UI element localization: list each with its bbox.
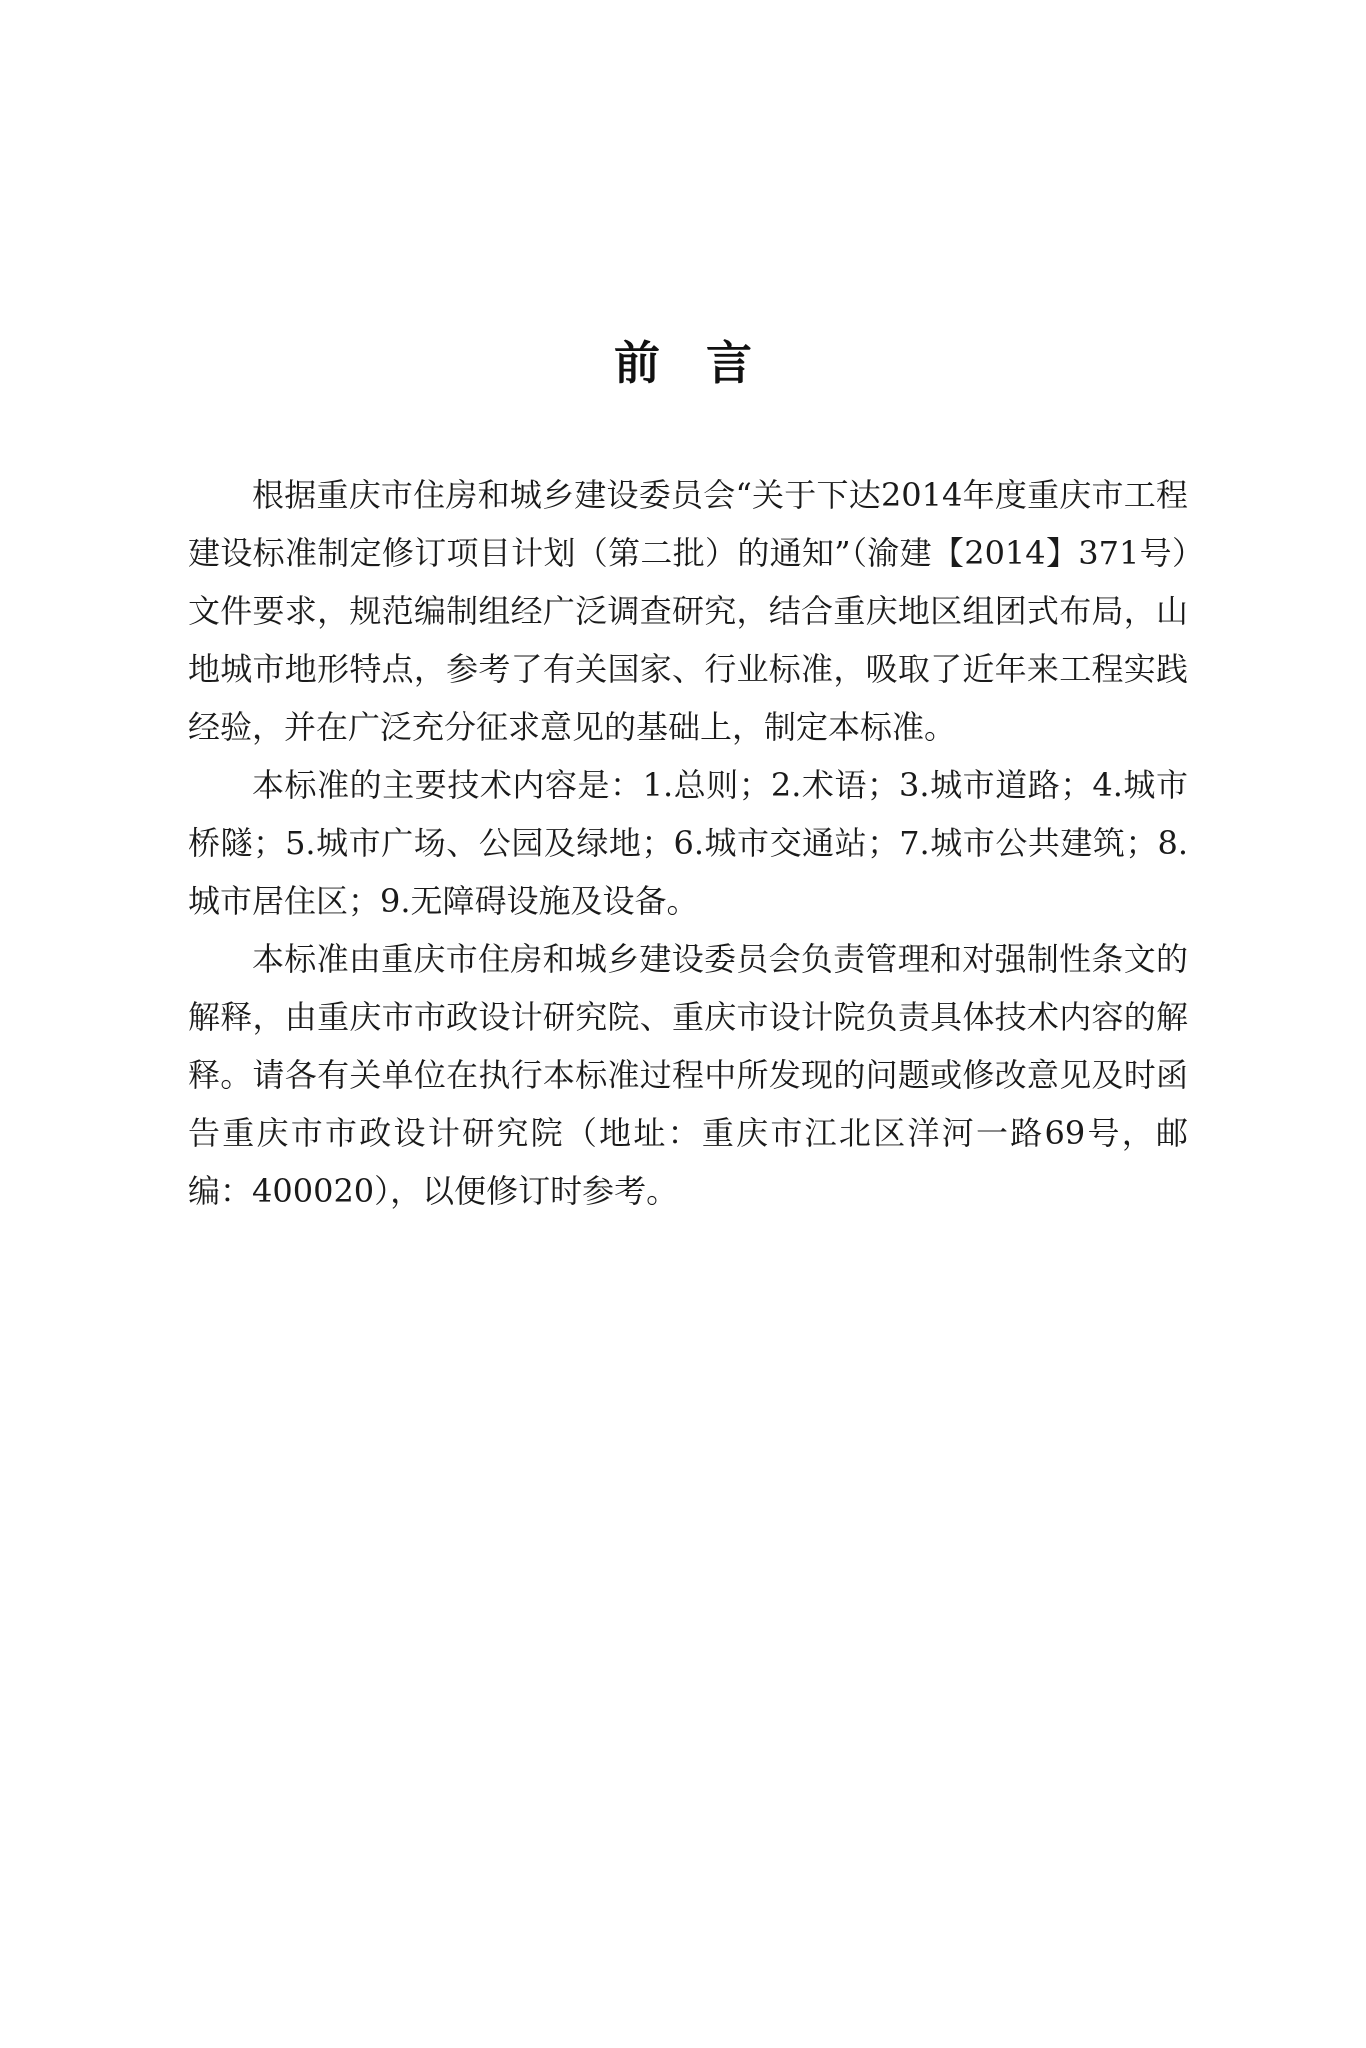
page-title: 前言: [614, 336, 798, 390]
paragraph-background: 根据重庆市住房和城乡建设委员会“关于下达2014年度重庆市工程建设标准制定修订项目计划（第二批）的通知”（渝建【2014】371号）文件要求，规范编制组经广泛调查研究，结合重庆地区组团式布局，山地城市地形特点，参考了有关国家、行业标准，吸取了近年来工程实践经验，并在广泛充分征求意见的基础上，制定本标准。: [188, 476, 1188, 746]
paragraph-management: 本标准由重庆市住房和城乡建设委员会负责管理和对强制性条文的解释，由重庆市市政设计研究院、重庆市设计院负责具体技术内容的解释。请各有关单位在执行本标准过程中所发现的问题或修改意见及时函告重庆市市政设计研究院（地址：重庆市江北区洋河一路69号，邮编：400020），以便修订时参考。: [188, 940, 1188, 1210]
preface-body: [188, 466, 1188, 1220]
paragraph-contents: 本标准的主要技术内容是：1.总则；2.术语；3.城市道路；4.城市桥隧；5.城市广场、公园及绿地；6.城市交通站；7.城市公共建筑；8.城市居住区；9.无障碍设施及设备。: [188, 766, 1188, 920]
